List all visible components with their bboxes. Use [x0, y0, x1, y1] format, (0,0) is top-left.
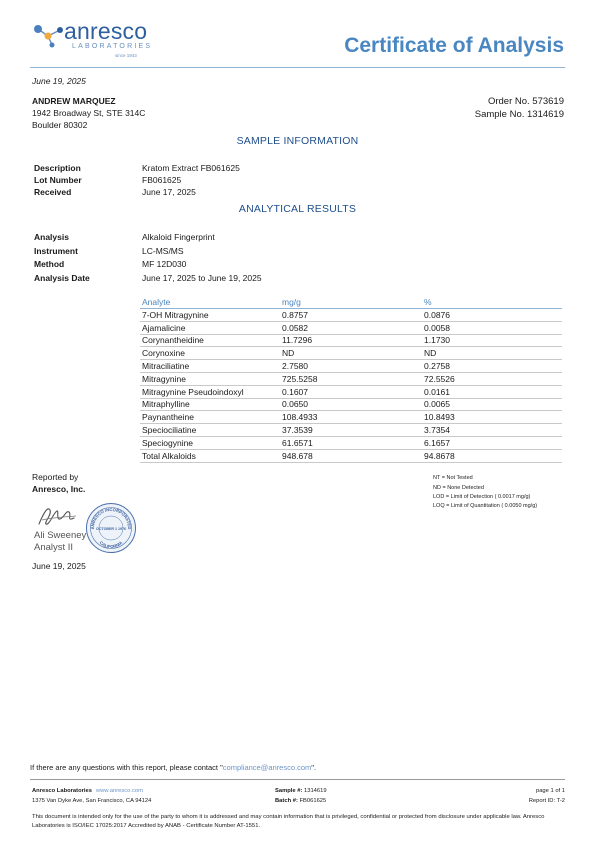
contact-suffix: ". [311, 763, 317, 772]
seal-date-text: OCTOBER 1 1976 [96, 527, 126, 531]
footer-batch-label: Batch #: [275, 798, 298, 804]
total-row [140, 449, 562, 462]
percent-column-header: % [422, 296, 562, 309]
logo-since: since 1943 [115, 53, 137, 58]
table-row [140, 411, 562, 424]
analyte-cell: Paynantheine [140, 411, 280, 424]
percent-cell: 10.8493 [422, 411, 562, 424]
results-header-row [140, 296, 562, 309]
percent-cell: 72.5526 [422, 372, 562, 385]
footer-batch [275, 798, 326, 804]
analyte-cell: Corynantheidine [140, 334, 280, 347]
footer-batch-value: FB061625 [299, 798, 327, 804]
mg-per-g-cell: 11.7296 [280, 334, 422, 347]
reported-by-label: Reported by [32, 472, 79, 482]
mg-per-g-cell: ND [280, 347, 422, 360]
percent-cell: 0.2758 [422, 360, 562, 373]
table-row [140, 385, 562, 398]
order-number: Order No. 573619 [487, 96, 564, 107]
footer-sample-value: 1314619 [304, 788, 327, 794]
header-divider [30, 67, 565, 68]
legend-lod: LOD = Limit of Detection ( 0.0017 mg/g) [433, 494, 531, 500]
mg-per-g-cell: 0.1607 [280, 385, 422, 398]
reporting-company: Anresco, Inc. [32, 484, 86, 494]
legend-nd: ND = None Detected [433, 485, 484, 491]
analyte-cell: Ajamalicine [140, 321, 280, 334]
table-row [140, 372, 562, 385]
mg-per-g-cell: 948.678 [280, 449, 422, 462]
table-row [140, 309, 562, 322]
instrument-value: LC-MS/MS [142, 246, 184, 256]
analysis-value: Alkaloid Fingerprint [142, 232, 215, 242]
analyte-column-header: Analyte [140, 296, 280, 309]
footer-company-name: Anresco Laboratories [32, 788, 92, 794]
analyte-cell: 7-OH Mitragynine [140, 309, 280, 322]
analyte-cell: Corynoxine [140, 347, 280, 360]
footer-website-link[interactable]: www.anresco.com [95, 788, 143, 794]
compliance-email-link[interactable]: compliance@anresco.com [222, 763, 312, 772]
footer-address: 1375 Van Dyke Ave, San Francisco, CA 94124 [32, 798, 152, 804]
table-row [140, 334, 562, 347]
client-address-line1: 1942 Broadway St, STE 314C [32, 108, 146, 118]
mg-per-g-cell: 725.5258 [280, 372, 422, 385]
analytical-results-title: ANALYTICAL RESULTS [238, 203, 357, 215]
table-row [140, 347, 562, 360]
percent-cell: 0.0065 [422, 398, 562, 411]
mg-per-g-cell: 37.3539 [280, 424, 422, 437]
footer-page-number: page 1 of 1 [535, 788, 565, 794]
received-value: June 17, 2025 [142, 187, 196, 197]
mg-per-g-column-header: mg/g [280, 296, 422, 309]
analyst-title: Analyst II [34, 542, 74, 553]
contact-prefix: If there are any questions with this report, please contact " [30, 763, 223, 772]
analysis-date-value: June 17, 2025 to June 19, 2025 [142, 273, 262, 283]
analysis-label: Analysis [34, 232, 69, 242]
percent-cell: 0.0058 [422, 321, 562, 334]
document-title: Certificate of Analysis [344, 34, 564, 57]
mg-per-g-cell: 0.0582 [280, 321, 422, 334]
footer-sample [275, 788, 327, 794]
analyte-cell: Mitragynine Pseudoindoxyl [140, 385, 280, 398]
anresco-logo-icon [30, 22, 68, 48]
analyte-cell: Mitragynine [140, 372, 280, 385]
table-row [140, 424, 562, 437]
mg-per-g-cell: 0.0650 [280, 398, 422, 411]
sample-number: Sample No. 1314619 [474, 109, 564, 120]
seal-bottom-text: CALIFORNIA [98, 540, 124, 550]
method-label: Method [34, 259, 65, 269]
footer-sample-label: Sample #: [275, 788, 303, 794]
table-row [140, 398, 562, 411]
footer-company [32, 788, 143, 794]
report-date: June 19, 2025 [32, 76, 86, 86]
client-name: ANDREW MARQUEZ [32, 96, 116, 106]
lot-number-label: Lot Number [34, 175, 82, 185]
description-label: Description [34, 163, 81, 173]
analyst-signature [36, 502, 80, 530]
company-seal-icon [85, 502, 137, 554]
percent-cell: ND [422, 347, 562, 360]
percent-cell: 6.1657 [422, 436, 562, 449]
mg-per-g-cell: 61.6571 [280, 436, 422, 449]
results-table [140, 296, 562, 463]
logo-wordmark: anresco [64, 18, 148, 44]
analyte-cell: Mitraciliatine [140, 360, 280, 373]
footer-report-id: Report ID: T-2 [528, 798, 565, 804]
legend-nt: NT = Not Tested [433, 475, 473, 481]
client-address-line2: Boulder 80302 [32, 120, 88, 130]
description-value: Kratom Extract FB061625 [142, 163, 240, 173]
table-row [140, 436, 562, 449]
footer-disclaimer: This document is intended only for the use of the party to whom it is addressed and may contain information that is privileged, confidential or protected from disclosure under applicable law. Anresco Laboratories is ISO/IEC 17025:2017 Accredited by ANAB - Certificate Number AT-1551. [32, 814, 545, 829]
percent-cell: 0.0161 [422, 385, 562, 398]
analyte-cell: Speciogynine [140, 436, 280, 449]
mg-per-g-cell: 0.8757 [280, 309, 422, 322]
sample-information-title: SAMPLE INFORMATION [236, 135, 359, 147]
table-row [140, 360, 562, 373]
mg-per-g-cell: 108.4933 [280, 411, 422, 424]
seal-top-text: ANRESCO INCORPORATED [89, 506, 133, 530]
contact-line [30, 763, 316, 772]
mg-per-g-cell: 2.7580 [280, 360, 422, 373]
percent-cell: 0.0876 [422, 309, 562, 322]
footer-divider [30, 779, 565, 780]
table-row [140, 321, 562, 334]
percent-cell: 94.8678 [422, 449, 562, 462]
analyte-cell: Speciociliatine [140, 424, 280, 437]
percent-cell: 3.7354 [422, 424, 562, 437]
analyte-cell: Mitraphylline [140, 398, 280, 411]
lot-number-value: FB061625 [142, 175, 182, 185]
received-label: Received [34, 187, 72, 197]
percent-cell: 1.1730 [422, 334, 562, 347]
analyte-cell: Total Alkaloids [140, 449, 280, 462]
instrument-label: Instrument [34, 246, 78, 256]
logo-subtitle: LABORATORIES [72, 43, 153, 50]
method-value: MF 12D030 [142, 259, 187, 269]
signoff-date: June 19, 2025 [32, 561, 86, 571]
analysis-date-label: Analysis Date [34, 273, 90, 283]
legend-loq: LOQ = Limit of Quantitation ( 0.0050 mg/g) [433, 503, 538, 509]
analyst-name: Ali Sweeney [34, 530, 87, 541]
